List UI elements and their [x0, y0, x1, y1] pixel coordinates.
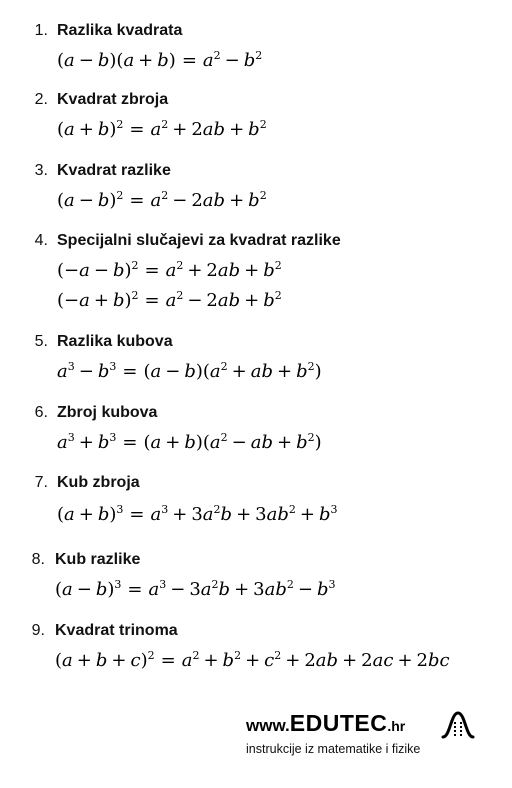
logo-tld: .hr — [387, 718, 406, 734]
item-title: Razlika kvadrata — [57, 22, 183, 39]
item-title: Kvadrat razlike — [57, 162, 171, 179]
formula: $(a + b)^3 = a^3 + 3a^2b + 3ab^2 + b^3$ — [57, 503, 338, 525]
item-title: Kvadrat zbroja — [57, 91, 169, 108]
item-number: 9. — [31, 622, 45, 639]
formula: $a^3 - b^3 = (a - b)(a^2$ + ab + $b^2$) — [57, 360, 322, 382]
formula: $(a - b)(a + b) = a^2 - b^2$ — [57, 49, 263, 71]
logo-wordmark — [246, 710, 405, 737]
item-number: 3. — [34, 162, 48, 179]
bell-curve-icon — [441, 710, 475, 740]
item-number: 5. — [34, 333, 48, 350]
formula: $(a + b + c)^2 = a^2 + b^2 + c^2 + 2ab + 2ac + 2bc$ — [55, 649, 450, 671]
item-number: 4. — [34, 232, 48, 249]
formula: $(-a + b)^2 = a^2 - 2ab + b^2$ — [57, 289, 282, 311]
item-number: 7. — [34, 474, 48, 491]
item-title: Specijalni slučajevi za kvadrat razlike — [57, 232, 341, 249]
formula: $(a + b)^2 = a^2 + 2ab + b^2$ — [57, 118, 267, 140]
item-title: Zbroj kubova — [57, 404, 158, 421]
logo-tagline: instrukcije iz matematike i fizike — [246, 742, 421, 756]
item-title: Razlika kubova — [57, 333, 173, 350]
formula: $(a - b)^2 = a^2 - 2ab + b^2$ — [57, 189, 267, 211]
item-number: 2. — [34, 91, 48, 108]
formula: $(-a - b)^2 = a^2 + 2ab + b^2$ — [57, 259, 282, 281]
edutec-logo — [246, 710, 486, 770]
item-number: 1. — [34, 22, 48, 39]
item-title: Kvadrat trinoma — [55, 622, 178, 639]
item-title: Kub zbroja — [57, 474, 140, 491]
formula: $(a - b)^3 = a^3 - 3a^2b + 3ab^2 - b^3$ — [55, 578, 336, 600]
item-title: Kub razlike — [55, 551, 141, 568]
logo-brand: EDUTEC — [289, 710, 388, 736]
formula: $a^3 + b^3 = (a + b)(a^2$ − ab + $b^2$) — [57, 431, 322, 453]
item-number: 8. — [31, 551, 45, 568]
logo-www: www. — [246, 716, 290, 735]
item-number: 6. — [34, 404, 48, 421]
